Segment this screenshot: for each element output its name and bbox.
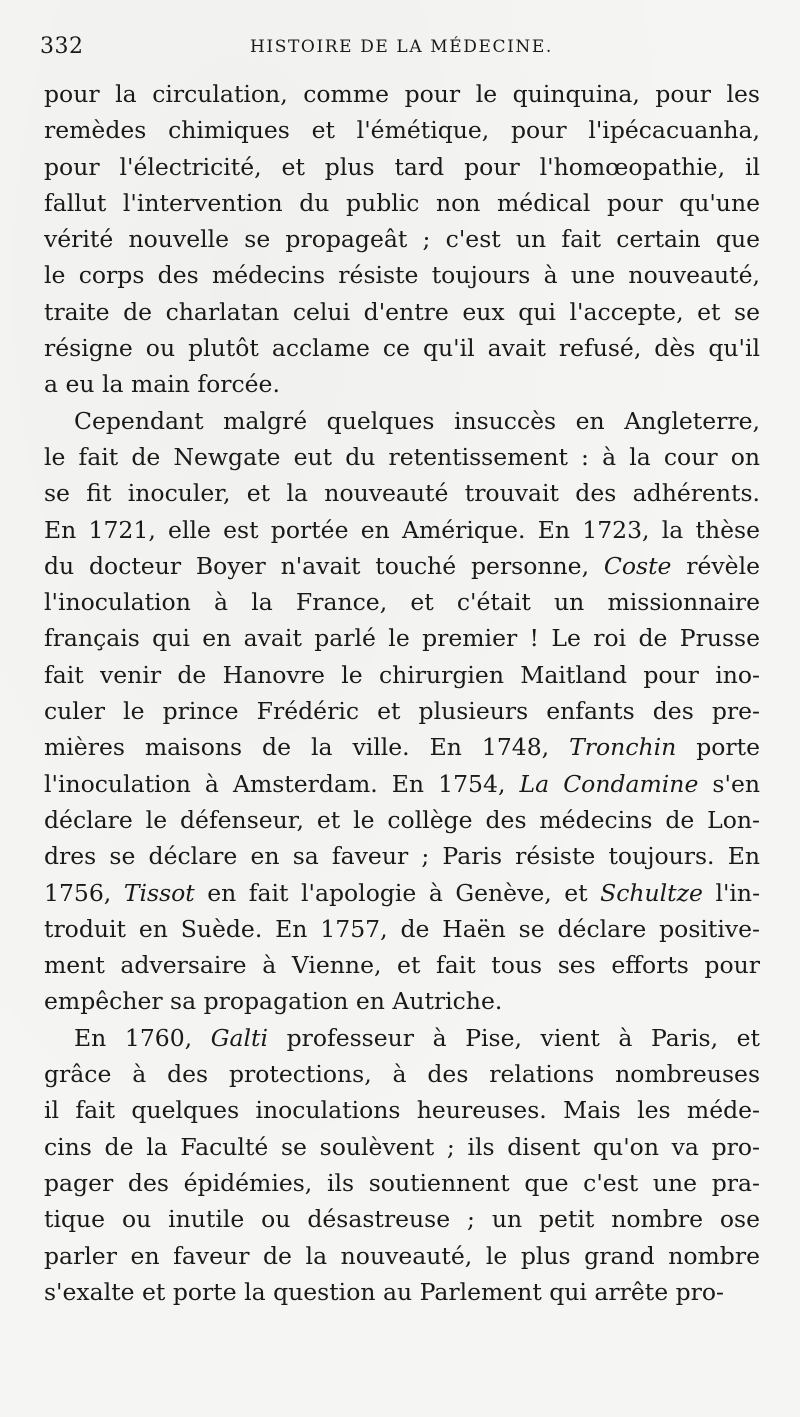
text-line: le corps des médecins résiste toujours à une nouveauté, [44,261,760,290]
italic-name: Tissot [123,878,195,907]
text-run: révèle [671,551,760,580]
running-title: HISTOIRE DE LA MÉDECINE. [250,37,553,57]
text-run: s'en [698,769,760,798]
italic-name: Schultze [600,878,703,907]
text-line: culer le prince Frédéric et plusieurs enfants des pre- [44,697,760,726]
text-run: 1756, [44,878,124,907]
text-line: remèdes chimiques et l'émétique, pour l'ipécacuanha, [44,116,760,145]
text-line [44,729,760,765]
text-run: en fait l'apologie à Genève, et [194,878,601,907]
text-line: ment adversaire à Vienne, et fait tous ses efforts pour [44,951,760,980]
text-line: En 1721, elle est portée en Amérique. En 1723, la thèse [44,515,760,544]
text-line: il fait quelques inoculations heureuses. Mais les méde- [44,1096,760,1125]
text-line: pager des épidémies, ils soutiennent que c'est une pra- [44,1168,760,1197]
text-line: français qui en avait parlé le premier ! Le roi de Prusse [44,624,760,653]
text-line: se fit inoculer, et la nouveauté trouvait des adhérents. [44,479,760,508]
text-line [44,766,760,802]
text-line: parler en faveur de la nouveauté, le plus grand nombre [44,1241,760,1270]
text-run: porte [676,733,760,762]
text-line: le fait de Newgate eut du retentissement : à la cour on [44,442,760,471]
text-run: l'inoculation à Amsterdam. En 1754, [44,769,520,798]
text-line: cins de la Faculté se soulèvent ; ils disent qu'on va pro- [44,1132,760,1161]
text-line: tique ou inutile ou désastreuse ; un petit nombre ose [44,1205,760,1234]
text-line: pour l'électricité, et plus tard pour l'homœopathie, il [44,152,760,181]
text-run: du docteur Boyer n'avait touché personne, [44,551,604,580]
text-run: En 1760, [74,1023,211,1052]
running-head [40,34,760,64]
page-number: 332 [40,34,84,59]
paragraph [44,1020,760,1310]
italic-name: Tronchin [569,733,677,762]
text-line [44,548,760,584]
paragraph [44,76,760,403]
text-line [44,875,760,911]
text-run: l'in- [702,878,760,907]
italic-name: La Condamine [519,769,699,798]
text-line: troduit en Suède. En 1757, de Haën se déclare positive- [44,914,760,943]
text-line: l'inoculation à la France, et c'était un missionnaire [44,588,760,617]
italic-name: Galti [210,1023,268,1052]
text-line: déclare le défenseur, et le collège des médecins de Lon- [44,805,760,834]
paragraph [44,403,760,1020]
text-line [44,1020,760,1056]
text-line: fallut l'intervention du public non médical pour qu'une [44,188,760,217]
text-run: professeur à Pise, vient à Paris, et [268,1023,760,1052]
text-line: dres se déclare en sa faveur ; Paris résiste toujours. En [44,842,760,871]
text-line: a eu la main forcée. [44,370,280,399]
body-text [44,76,760,1310]
text-line: grâce à des protections, à des relations nombreuses [44,1060,760,1089]
text-line: s'exalte et porte la question au Parlement qui arrête pro- [44,1277,724,1306]
text-line: vérité nouvelle se propageât ; c'est un fait certain que [44,225,760,254]
text-line: traite de charlatan celui d'entre eux qui l'accepte, et se [44,297,760,326]
text-line: fait venir de Hanovre le chirurgien Maitland pour ino- [44,660,760,689]
italic-name: Coste [603,551,672,580]
text-run: mières maisons de la ville. En 1748, [44,733,570,762]
text-line: empêcher sa propagation en Autriche. [44,987,503,1016]
text-line: résigne ou plutôt acclame ce qu'il avait refusé, dès qu'il [44,334,760,363]
text-line: Cependant malgré quelques insuccès en Angleterre, [74,406,760,435]
text-line: pour la circulation, comme pour le quinquina, pour les [44,80,760,108]
